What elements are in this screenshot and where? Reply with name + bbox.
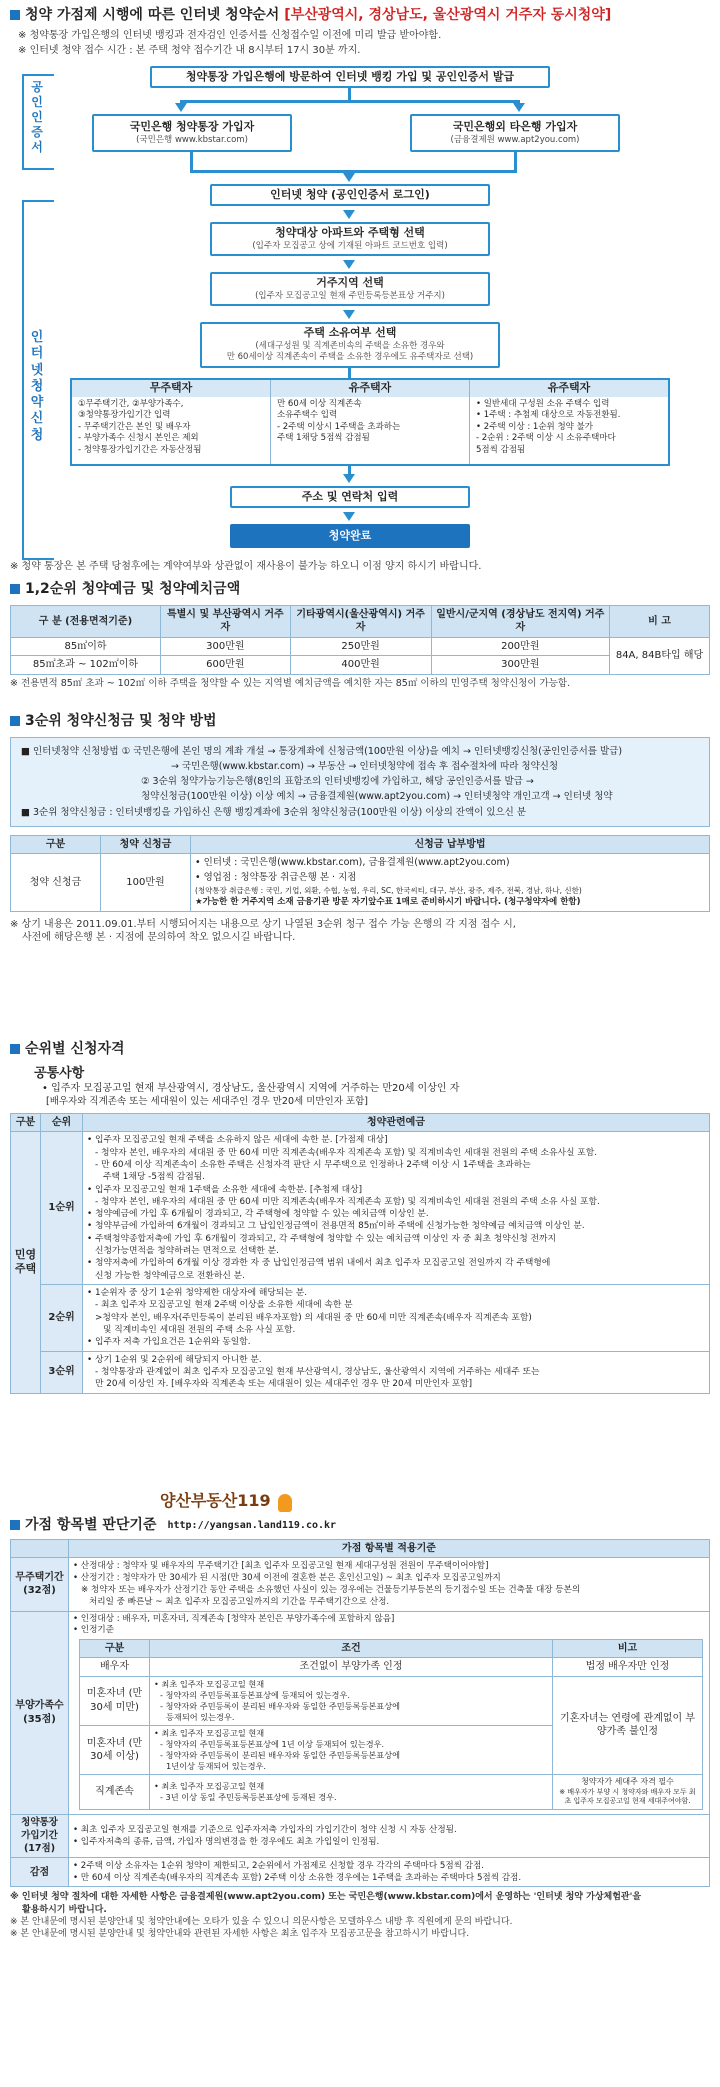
step-region-title: 거주지역 선택	[316, 275, 384, 289]
rank-line: - 청약자 본인, 배우자의 세대원 중 만 60세 미만 직계존속(배우자 직계존속 포함) 및 직계비속인 세대원 전원의 주택 소유 사실 포함.	[95, 1196, 600, 1207]
step-region-sub: (입주자 모집공고일 현재 주민등록등본표상 거주지)	[255, 290, 445, 301]
points-line: - 청약자와 주민등록이 분리된 배우자와 동일한 주민등록등본표상에	[160, 1750, 401, 1761]
deposit-header: 비 고	[610, 605, 710, 637]
step-select-title: 청약대상 아파트와 주택형 선택	[275, 225, 425, 239]
rank-section	[0, 1040, 720, 1394]
sub-remark: 기혼자녀는 연령에 관계없이 부양가족 불인정	[553, 1676, 703, 1775]
step-house	[200, 322, 500, 368]
table-cell: 조건없이 부양가족 인정	[150, 1658, 553, 1677]
third-note-2: 사전에 해당은행 본 · 지점에 문의하여 착오 없으시길 바랍니다.	[22, 932, 296, 944]
rank-line: - 만 60세 이상 직계존속이 소유한 주택은 신청자격 판단 시 무주택으로 인정하나 2주택 이상 시 1주택을 초과하는	[95, 1159, 531, 1170]
deposit-section	[0, 580, 720, 691]
third-note-1: ※ 상기 내용은 2011.09.01.부터 시행되어지는 내용으로 상기 나열된 3순위 청구 접수 가능 은행의 각 지점 접수 시,	[10, 918, 516, 930]
points-line: 처리일 중 빠른날 ~ 최초 입주자 모집공고일까지의 기간을 무주택기간으로 산정.	[89, 1597, 390, 1608]
arrow-down-icon	[343, 512, 355, 521]
col-line: ①무주택기간, ②부양가족수,	[78, 398, 184, 409]
square-bullet-icon	[10, 1044, 20, 1054]
points-line: • 입주자저축의 종류, 금액, 가입자 명의변경을 한 경우에도 최초 가입일이 인정됨.	[73, 1837, 380, 1848]
table-cell: 미혼자녀 (만 30세 이상)	[80, 1725, 150, 1774]
group-1-cell	[69, 1558, 710, 1611]
points-line: ※ 배우자가 부양 시 청약자와 배우자 모두 최초 입주자 모집공고일 현재 세대주여야함.	[559, 1788, 696, 1806]
connector	[514, 152, 517, 172]
group-3-label: 청약통장 가입기간(17점)	[11, 1814, 69, 1857]
flow-footnote: ※ 청약 통장은 본 주택 당첨후에는 계약여부와 상관없이 재사용이 불가능 하오니 이점 양지 하시기 바랍니다.	[10, 561, 482, 572]
dependents-subtable	[79, 1639, 703, 1810]
col-line: ③청약통장가입기간 입력	[78, 410, 171, 421]
col-own-house-title: 유주택자	[470, 380, 668, 397]
deposit-title	[10, 580, 710, 599]
intro-title-text: 청약 가점제 시행에 따른 인터넷 청약순서	[25, 7, 280, 23]
points-note-2: ※ 본 안내문에 명시된 분양안내 및 청약안내에는 오타가 있을 수 있으니 의문사항은 모델하우스 내방 후 직원에게 문의 바랍니다.	[10, 1916, 513, 1927]
flow-diagram	[0, 60, 720, 600]
person-icon	[278, 1494, 292, 1512]
arrow-down-icon	[343, 310, 355, 319]
rank-header: 순위	[41, 1113, 83, 1132]
third-table	[10, 835, 710, 912]
points-line: - 청약자의 주민등록표등본표상에 등재되어 있는경우.	[160, 1689, 350, 1700]
arrow-down-icon	[343, 173, 355, 182]
intro-title	[0, 6, 720, 25]
sub-header: 구분	[80, 1639, 150, 1658]
owner-type-columns	[70, 378, 670, 466]
table-cell: 법정 배우자만 인정	[553, 1658, 703, 1677]
col-line: 5점씩 감점됨	[476, 444, 526, 455]
points-line: 청약자가 세대주 자격 필수	[581, 1777, 674, 1787]
kb-bank-title: 국민은행 청약통장 가입자	[129, 119, 255, 133]
connector	[190, 152, 193, 172]
watermark-url: http://yangsan.land119.co.kr	[167, 1519, 337, 1531]
rank-title	[10, 1040, 710, 1059]
step-house-sub2: 만 60세이상 직계존속이 주택을 소유한 경우에도 유주택자로 선택)	[226, 352, 474, 363]
method-line: • 영업점 : 청약통장 취급은행 본 · 지점	[195, 871, 357, 883]
common-line-1: • 입주자 모집공고일 현재 부산광역시, 경상남도, 울산광역시 지역에 거주하는 만20세 이상인 자	[42, 1083, 460, 1095]
col-line: 소유주택수 입력	[277, 410, 338, 421]
col-parent-house-lines	[271, 397, 469, 447]
step-region	[210, 272, 490, 306]
step-cert-issue	[150, 66, 550, 88]
method-line: ■ 3순위 청약신청금 : 인터넷뱅킹을 가입하신 은행 뱅킹계좌에 3순위 청약신청금(100만원 이상) 이상의 잔액이 있으신 분	[21, 806, 527, 818]
rank-line: >청약자 본인, 배우자(주민등록이 분리된 배우자포함) 의 세대원 중 만 60세 미만 직계존속(배우자 직계존속 포함)	[95, 1312, 532, 1323]
rank-header: 청약관련예금	[83, 1113, 710, 1132]
table-row	[11, 1858, 710, 1887]
common-line-2: [배우자와 직계존속 또는 세대원이 있는 세대주인 경우 만20세 미만인자 포함]	[46, 1095, 368, 1107]
points-line: • 최초 입주자 모집공고일 현재를 기준으로 입주자저축 가입자의 가입기간이 청약 신청 시 자동 산정됨.	[73, 1825, 457, 1836]
table-row	[11, 1558, 710, 1611]
step-house-sub1: (세대구성원 및 직계존비속의 주택을 소유한 경우와	[255, 340, 445, 351]
table-row	[11, 1351, 710, 1393]
table-cell: 미혼자녀 (만 30세 미만)	[80, 1676, 150, 1725]
table-cell: 400만원	[290, 656, 431, 675]
rank-2-cell	[83, 1285, 710, 1352]
group-3-cell	[69, 1814, 710, 1857]
points-line: • 2주택 이상 소유자는 1순위 청약이 제한되고, 2순위에서 가점제로 신청할 경우 각각의 주택마다 5점씩 감점.	[73, 1861, 485, 1872]
table-cell: 청약 신청금	[11, 854, 101, 912]
table-cell: 200만원	[431, 637, 609, 656]
points-line: 등재되어 있는경우.	[166, 1711, 235, 1722]
deposit-title-text: 1,2순위 청약예금 및 청약예치금액	[25, 581, 241, 597]
connector	[348, 368, 351, 378]
points-line: • 최초 입주자 모집공고일 현재	[154, 1727, 265, 1738]
col-line: • 일반세대 구성원 소유 주택수 입력	[476, 398, 610, 409]
arrow-down-icon	[343, 210, 355, 219]
points-line: - 청약자의 주민등록표등본표상에 1년 이상 등재되어 있는경우.	[160, 1739, 385, 1750]
group-2-cell	[69, 1611, 710, 1814]
table-row	[80, 1775, 703, 1810]
points-note-1b: 활용하시기 바랍니다.	[22, 1904, 107, 1915]
method-line: → 국민은행(www.kbstar.com) → 부동산 → 인터넷청약에 접속 후 접수절차에 따라 청약신청	[171, 761, 559, 773]
rank-line: • 상기 1순위 및 2순위에 해당되지 아니한 분.	[87, 1354, 262, 1365]
col-parent-house	[271, 380, 470, 464]
points-note-3: ※ 본 안내문에 명시된 분양안내 및 청약안내와 관련된 자세한 사항은 최초 입주자 모집공고문을 참고하시기 바랍니다.	[10, 1928, 470, 1939]
rank-line: - 청약자 본인, 배우자의 세대원 중 만 60세 미만 직계존속(배우자 직계존속 포함) 및 직계비속인 세대원 전원의 주택 소유사실 포함.	[95, 1147, 598, 1158]
table-row	[11, 1814, 710, 1857]
intro-note-1: ※ 청약통장 가입은행의 인터넷 뱅킹과 전자검인 인증서를 신청접수일 이전에 미리 발급 받아야함.	[18, 29, 442, 41]
kb-bank-sub: (국민은행 www.kbstar.com)	[136, 134, 248, 145]
rank-line: • 주택청약종합저축에 가입 후 6개월이 경과되고, 각 주택형에 청약할 수 있는 예치금액 이상인 자 중 최초 청약신청 전까지	[87, 1233, 557, 1244]
col-line: - 청약통장가입기간은 자동산정됨	[78, 444, 202, 455]
table-row	[11, 1132, 710, 1285]
square-bullet-icon	[10, 1520, 20, 1530]
rank-line: • 입주자 모집공고일 현재 주택을 소유하지 않은 세대에 속한 분. [가점제 대상]	[87, 1135, 388, 1146]
watermark-name: 양산부동산119	[160, 1491, 271, 1510]
rank-3-label: 3순위	[41, 1351, 83, 1393]
points-line: • 최초 입주자 모집공고일 현재	[154, 1780, 265, 1791]
sub-header: 비고	[553, 1639, 703, 1658]
col-no-house-lines	[72, 397, 270, 458]
rank-3-cell	[83, 1351, 710, 1393]
table-row	[80, 1676, 703, 1725]
arrow-down-icon	[175, 103, 187, 112]
sub-r1-cell	[150, 1676, 553, 1725]
third-header: 구분	[11, 835, 101, 854]
arrow-down-icon	[343, 260, 355, 269]
rank-line: - 최초 입주자 모집공고일 현재 2주택 이상을 소유한 세대에 속한 분	[95, 1300, 353, 1311]
arrow-down-icon	[513, 103, 525, 112]
connector	[180, 100, 520, 103]
rank-1-cell	[83, 1132, 710, 1285]
third-title-text: 3순위 청약신청금 및 청약 방법	[25, 713, 217, 729]
rank-line: • 청약예금에 가입 후 6개월이 경과되고, 각 주택형에 청약할 수 있는 예치금액 이상인 분.	[87, 1209, 429, 1220]
points-title	[10, 1516, 710, 1535]
step-house-title: 주택 소유여부 선택	[303, 326, 397, 340]
rank-group-label: 민영주택	[11, 1132, 41, 1393]
deposit-header: 구 분 (전용면적기준)	[11, 605, 161, 637]
step-login-text: 인터넷 청약 (공인인증서 로그인)	[270, 187, 430, 201]
table-cell: 250만원	[290, 637, 431, 656]
intro-note-2: ※ 인터넷 청약 접수 시간 : 본 주택 청약 접수기간 내 8시부터 17시 30분 까지.	[18, 45, 361, 57]
step-login	[210, 184, 490, 206]
table-cell: 85㎡초과 ~ 102㎡이하	[11, 656, 161, 675]
other-bank-sub: (금융결제원 www.apt2you.com)	[450, 134, 580, 145]
group-4-label: 감점	[11, 1858, 69, 1887]
square-bullet-icon	[10, 716, 20, 726]
step-cert-issue-text: 청약통장 가입은행에 방문하여 인터넷 뱅킹 가입 및 공인인증서 발급	[185, 69, 515, 83]
intro-title-highlight: [부산광역시, 경상남도, 울산광역시 거주자 동시청약]	[284, 7, 612, 23]
method-line: ★가능한 한 거주지역 소재 금융기관 방문 자기앞수표 1매로 준비하시기 바랍니다. (청구청약자에 한함)	[195, 897, 581, 908]
col-line: • 2주택 이상 : 1순위 청약 불가	[476, 421, 594, 432]
third-method-box	[10, 737, 710, 827]
rank-line: • 청약부금에 가입하여 6개월이 경과되고 그 납입인정금액이 전용면적 85㎡이하 주택에 신청가능한 청약예금 예치금액 이상인 분.	[87, 1221, 585, 1232]
rank-line: - 청약통장과 관계없이 최초 입주자 모집공고일 현재 부산광역시, 경상남도, 울산광역시 지역에 거주하는 세대주 또는	[95, 1366, 540, 1377]
step-select-sub: (입주자 모집공고 상에 기재된 아파트 코드번호 입력)	[252, 240, 448, 251]
col-line: - 2주택 이상시 1주택을 초과하는	[277, 421, 401, 432]
rank-line: 및 직계비속인 세대원 전원의 주택 소유 사실 포함.	[103, 1324, 296, 1335]
table-row	[80, 1658, 703, 1677]
col-parent-house-title: 유주택자	[271, 380, 469, 397]
cert-side-label: 공인인증서	[31, 80, 43, 154]
table-row	[11, 656, 710, 675]
points-table	[10, 1539, 710, 1887]
intro-note-2-text: 인터넷 청약 접수 시간 : 본 주택 청약 접수기간 내 8시부터 17시 30분 까지.	[29, 45, 361, 57]
sub-r3-remark	[553, 1775, 703, 1810]
step-done-text: 청약완료	[328, 528, 372, 542]
points-line: ※ 청약자 또는 배우자가 산정기간 동안 주택을 소유했던 사실이 있는 경우에는 건물등기부등본의 등기접수일 또는 건축물 대장 등본의	[81, 1585, 581, 1596]
apply-side-label: 인터넷 청약신청	[30, 330, 44, 443]
points-line: • 최초 입주자 모집공고일 현재	[154, 1678, 265, 1689]
intro-note-1-text: 청약통장 가입은행의 인터넷 뱅킹과 전자검인 인증서를 신청접수일 이전에 미리 발급 받아야함.	[29, 29, 442, 41]
points-line: • 산정대상 : 청약자 및 배우자의 무주택기간 [최초 입주자 모집공고일 현재 세대구성원 전원이 무주택이어야함]	[73, 1561, 489, 1572]
deposit-header: 일반시/군지역 (경상남도 전지역) 거주자	[431, 605, 609, 637]
watermark	[0, 1490, 720, 1512]
group-1-label: 무주택기간(32점)	[11, 1558, 69, 1611]
third-header: 청약 신청금	[101, 835, 191, 854]
deposit-header: 특별시 및 부산광역시 거주자	[161, 605, 291, 637]
rank-title-text: 순위별 신청자격	[25, 1041, 125, 1057]
points-title-text: 가점 항목별 판단기준	[25, 1517, 157, 1533]
rank-table	[10, 1113, 710, 1394]
sub-header: 조건	[150, 1639, 553, 1658]
step-address	[230, 486, 470, 508]
col-line: - 무주택기간은 본인 및 배우자	[78, 421, 191, 432]
method-line: ■ 인터넷청약 신청방법 ① 국민은행에 본인 명의 계좌 개설 → 통장계좌에 신청금액(100만원 이상)을 예치 → 인터넷뱅킹신청(공인인증서를 발급)	[21, 745, 623, 757]
points-line: - 청약자와 주민등록이 분리된 배우자와 동일한 주민등록등본표상에	[160, 1700, 401, 1711]
rank-header: 구분	[11, 1113, 41, 1132]
kb-bank-box	[92, 114, 292, 152]
table-cell: 300만원	[161, 637, 291, 656]
method-cell	[191, 854, 710, 912]
rank-line: • 입주자 모집공고일 현재 1주택을 소유한 세대에 속한분. [추첨제 대상]	[87, 1184, 363, 1195]
col-line: 만 60세 이상 직계존속	[277, 398, 362, 409]
step-address-text: 주소 및 연락처 입력	[301, 489, 399, 503]
square-bullet-icon	[10, 584, 20, 594]
col-own-house-lines	[470, 397, 668, 458]
table-cell: 300만원	[431, 656, 609, 675]
other-bank-title: 국민은행외 타은행 가입자	[452, 119, 578, 133]
rank-line: 신청가능면적을 청약하려는 면적으로 선택한 분.	[95, 1246, 279, 1257]
rank-line: 신청 가능한 청약예금으로 전환하신 분.	[95, 1270, 245, 1281]
rank-line: • 입주자 저축 가입요건은 1순위와 동일함.	[87, 1337, 251, 1348]
rank-1-label: 1순위	[41, 1132, 83, 1285]
rank-line: 주택 1채당 -5점씩 감점됨.	[103, 1172, 206, 1183]
table-cell: 85㎡이하	[11, 637, 161, 656]
method-line: ② 3순위 청약가능기능은행(8인의 표함조의 인터넷뱅킹에 가입하고, 해당 공인인증서를 발급 →	[141, 776, 534, 788]
third-header: 신청금 납부방법	[191, 835, 710, 854]
deposit-header: 기타광역시(울산광역시) 거주자	[290, 605, 431, 637]
other-bank-box	[410, 114, 620, 152]
deposit-remark: 84A, 84B타입 해당	[610, 637, 710, 674]
method-line: 청약신청금(100만원 이상) 이상 예치 → 금융결제원(www.apt2you.com) → 인터넷청약 개인고객 → 인터넷 청약	[141, 791, 613, 803]
sub-r3-cell	[150, 1775, 553, 1810]
table-cell: 600만원	[161, 656, 291, 675]
points-note-1: ※ 인터넷 청약 절차에 대한 자세한 사항은 금융결제원(www.apt2you.com) 또는 국민은행(www.kbstar.com)에서 운영하는 '인터넷 청약 가상체험관'을	[10, 1892, 642, 1903]
deposit-table	[10, 605, 710, 675]
points-line: • 만 60세 이상 직계존속(배우자의 직계존속 포함) 2주택 이상 소유한 경우에는 1주택을 초과하는 주택마다 5점씩 감점.	[73, 1873, 522, 1884]
points-line: • 산정기간 : 청약자가 만 30세가 된 시점(만 30세 이전에 결혼한 분은 혼인신고일) ~ 최초 입주자 모집공고일까지	[73, 1573, 501, 1584]
table-row	[11, 637, 710, 656]
points-line: - 3년 이상 동일 주민등록등본표상에 등재된 경우.	[160, 1792, 337, 1803]
points-line: • 인정대상 : 배우자, 미혼자녀, 직계존속 [청약자 본인은 부양가족수에 포함하지 않음]	[73, 1613, 395, 1624]
sub-r2-cell	[150, 1725, 553, 1774]
deposit-note: ※ 전용면적 85㎡ 초과 ~ 102㎡ 이하 주택을 청약할 수 있는 지역별 예치금액을 예치한 자는 85㎡ 이하의 민영주택 청약신청이 가능함.	[10, 677, 571, 689]
col-own-house	[470, 380, 668, 464]
square-bullet-icon	[10, 10, 20, 20]
arrow-down-icon	[343, 474, 355, 483]
col-line: - 2순위 : 2주택 이상 시 소유주택마다	[476, 433, 616, 444]
intro-section	[0, 6, 720, 58]
rank-line: • 1순위자 중 상기 1순위 청약제한 대상자에 해당되는 분.	[87, 1288, 308, 1298]
third-section	[0, 712, 720, 945]
step-select	[210, 222, 490, 256]
step-done	[230, 524, 470, 548]
col-line: - 부양가족수 신청시 본인은 제외	[78, 433, 199, 444]
col-no-house-title: 무주택자	[72, 380, 270, 397]
table-cell: 직계존속	[80, 1775, 150, 1810]
points-line: • 인정기준	[73, 1625, 115, 1636]
group-4-cell	[69, 1858, 710, 1887]
method-line: (청약통장 취급은행 : 국민, 기업, 외환, 수협, 농협, 우리, SC, 한국씨티, 대구, 부산, 광주, 제주, 전북, 경남, 하나, 신한)	[195, 885, 582, 895]
table-row	[11, 1285, 710, 1352]
col-no-house	[72, 380, 271, 464]
points-line: 1년이상 등재되어 있는경우.	[166, 1761, 267, 1772]
col-line: • 1주택 : 추첨제 대상으로 자동전환됨.	[476, 410, 621, 421]
method-line: • 인터넷 : 국민은행(www.kbstar.com), 금융결제원(www.apt2you.com)	[195, 857, 510, 869]
group-2-label: 부양가족수(35점)	[11, 1611, 69, 1814]
points-section	[0, 1516, 720, 1940]
rank-line: 만 20세 이상인 자. [배우자와 직계존속 또는 세대원이 있는 세대주인 경우 만 20세 미만인자 포함]	[95, 1379, 473, 1390]
table-row	[11, 1611, 710, 1814]
rank-line: • 청약저축에 가입하여 6개월 이상 경과한 자 중 납입인정금액 범위 내에서 최초 입주자 모집공고일 전일까지 각 주택형에	[87, 1258, 551, 1269]
table-cell: 배우자	[80, 1658, 150, 1677]
points-header: 가점 항목별 적용기준	[69, 1539, 710, 1558]
col-line: 주택 1채당 5점씩 감점됨	[277, 433, 370, 444]
third-title	[10, 712, 710, 731]
table-cell: 100만원	[101, 854, 191, 912]
rank-2-label: 2순위	[41, 1285, 83, 1352]
table-row	[11, 854, 710, 912]
common-title: 공통사항	[34, 1065, 85, 1081]
